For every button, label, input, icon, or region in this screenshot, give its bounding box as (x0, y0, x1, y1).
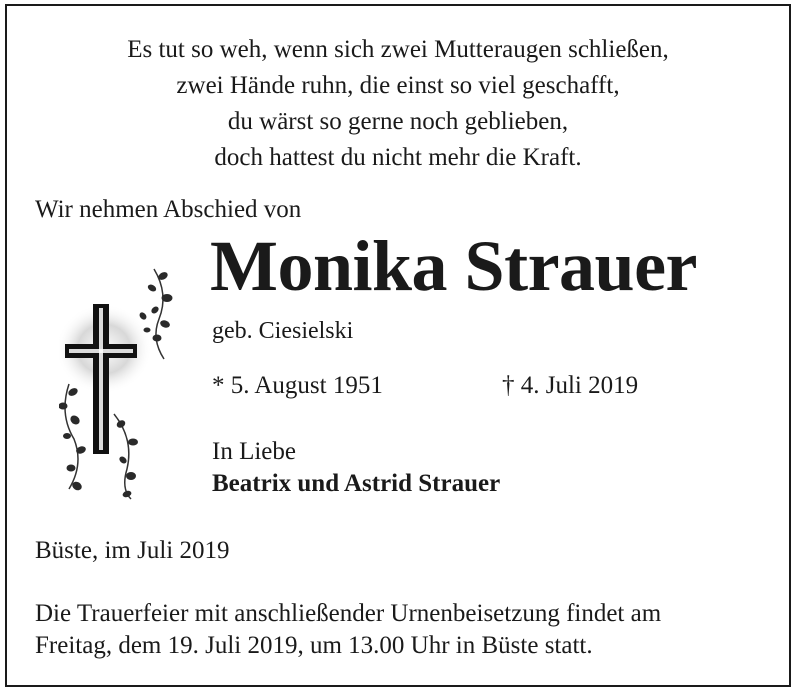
cross-with-ivy-icon (59, 264, 189, 504)
deceased-name: Monika Strauer (210, 226, 697, 306)
poem-line-3: du wärst so gerne noch geblieben, (227, 108, 569, 135)
place-date: Büste, im Juli 2019 (35, 537, 230, 564)
maiden-name: geb. Ciesielski (212, 318, 354, 344)
mourners-names: Beatrix und Astrid Strauer (212, 470, 501, 497)
poem (7, 32, 789, 176)
poem-line-1: Es tut so weh, wenn sich zwei Mutteraugen schließen, (127, 36, 669, 63)
funeral-line-2: Freitag, dem 19. Juli 2019, um 13.00 Uhr in Büste statt. (35, 632, 593, 659)
poem-line-2: zwei Hände ruhn, die einst so viel geschafft, (176, 72, 620, 99)
funeral-line-1: Die Trauerfeier mit anschließender Urnenbeisetzung findet am (35, 600, 662, 627)
funeral-info (35, 598, 661, 662)
death-date: † 4. Juli 2019 (502, 372, 639, 399)
obituary-notice (5, 4, 791, 687)
mourners-intro: In Liebe (212, 438, 296, 465)
birth-date: * 5. August 1951 (212, 372, 383, 399)
farewell-intro: Wir nehmen Abschied von (35, 196, 302, 223)
poem-line-4: doch hattest du nicht mehr die Kraft. (214, 144, 582, 171)
